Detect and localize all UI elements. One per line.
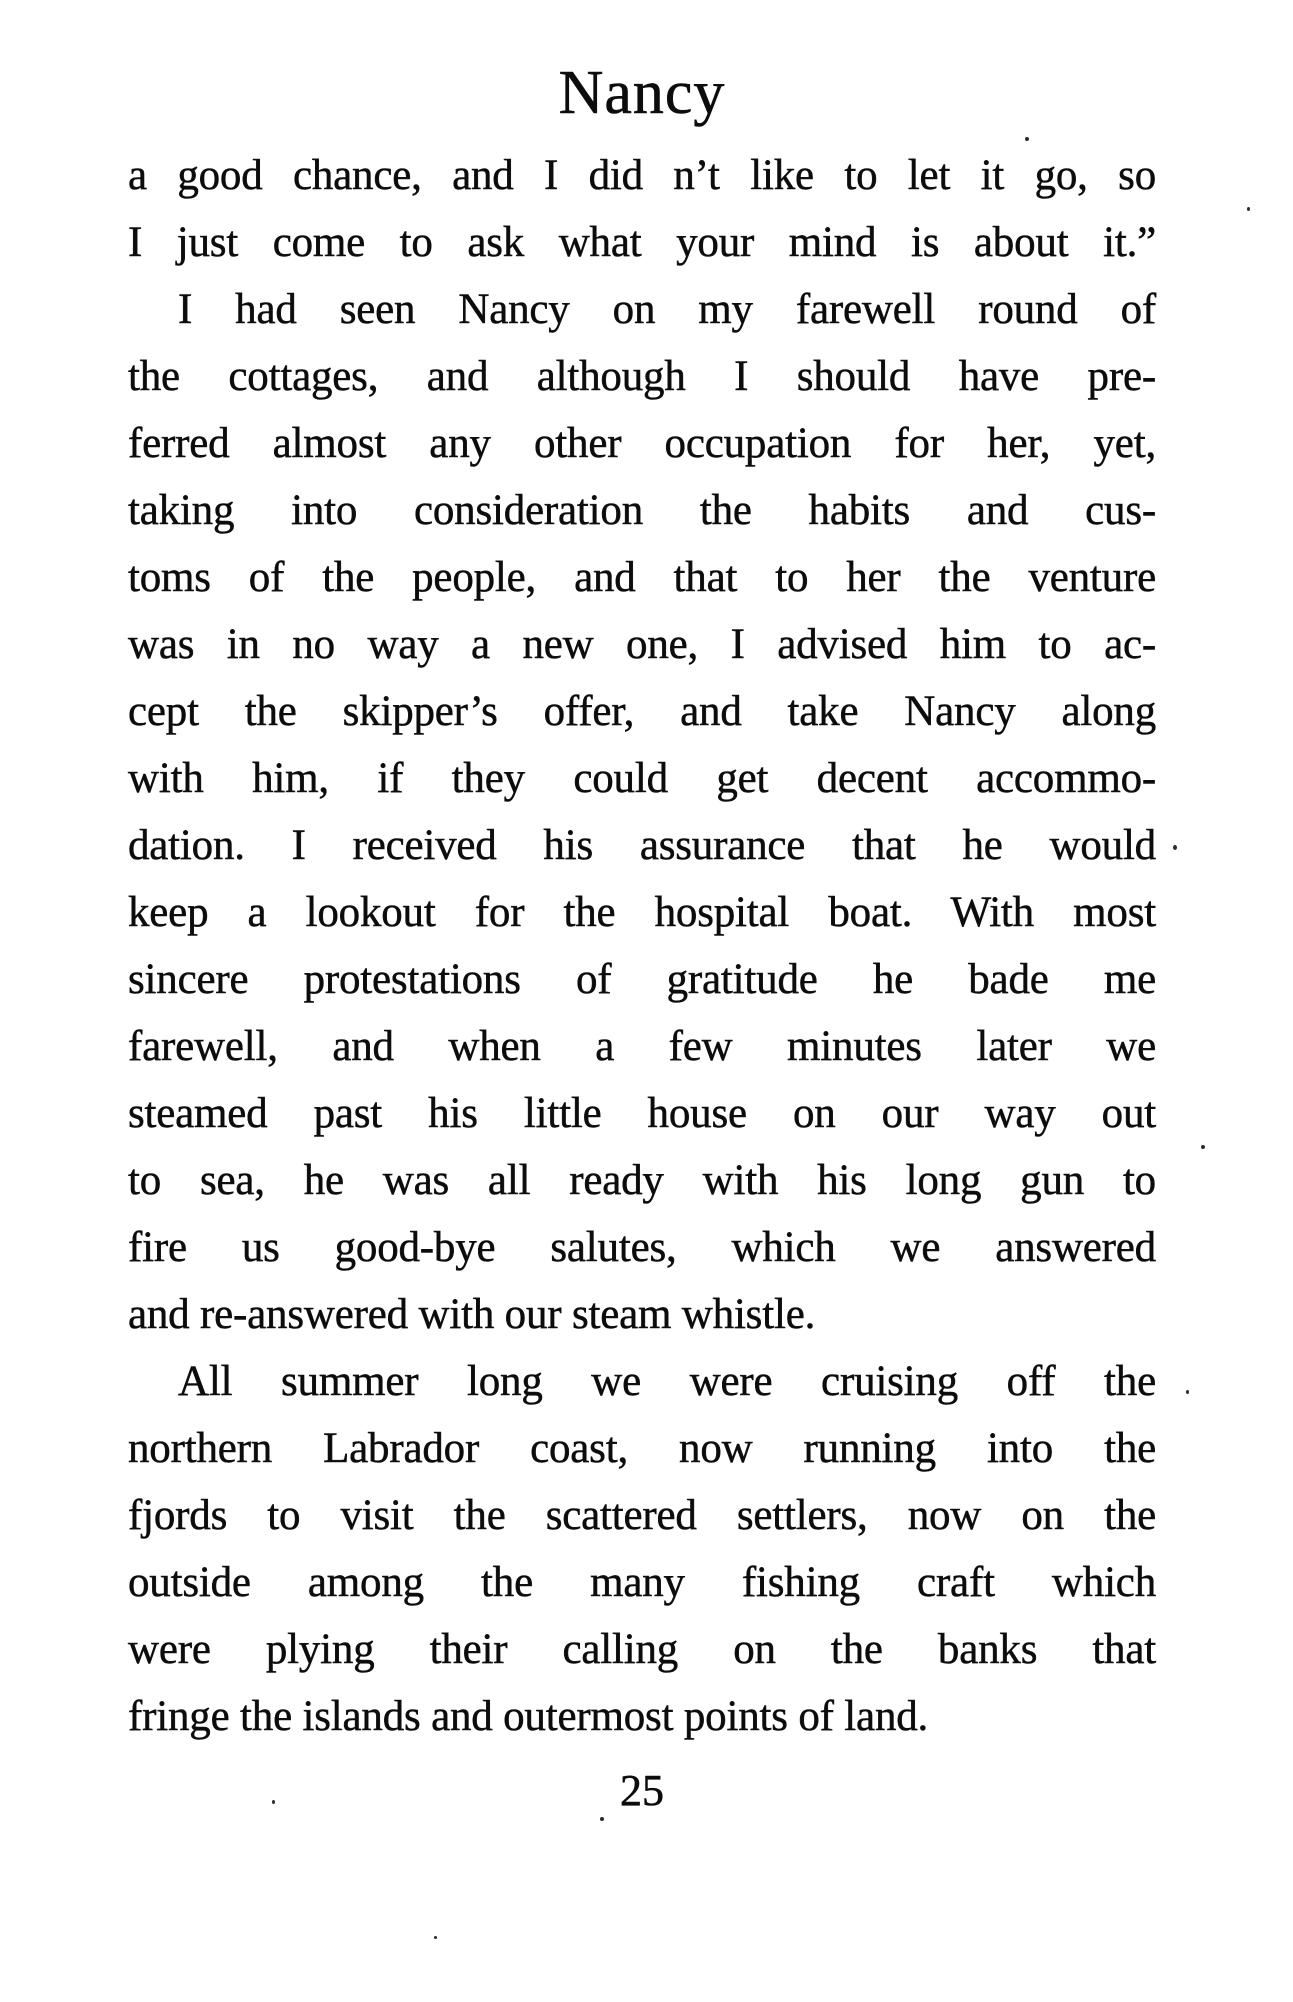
scan-speck — [600, 1817, 604, 1821]
text-line: taking into consideration the habits and cus- — [128, 487, 1156, 534]
chapter-title: Nancy — [558, 59, 726, 127]
text-line: sincere protestations of gratitude he bade me — [128, 956, 1156, 1003]
text-line: outside among the many fishing craft which — [128, 1559, 1156, 1606]
text-line: and re-answered with our steam whistle. — [128, 1291, 816, 1338]
text-line: fringe the islands and outermost points of land. — [128, 1693, 929, 1740]
page-number: 25 — [620, 1766, 664, 1815]
text-line: dation. I received his assurance that he would — [128, 822, 1156, 869]
text-line: was in no way a new one, I advised him to ac- — [128, 621, 1156, 668]
scan-speck — [434, 1936, 437, 1939]
text-line: keep a lookout for the hospital boat. With most — [128, 889, 1156, 936]
text-line: steamed past his little house on our way out — [128, 1090, 1156, 1137]
scan-speck — [1247, 207, 1250, 211]
scan-speck — [272, 1800, 275, 1804]
text-line: All summer long we were cruising off the — [178, 1358, 1156, 1405]
scan-speck — [1201, 1145, 1205, 1149]
text-line: farewell, and when a few minutes later we — [128, 1023, 1156, 1070]
scan-speck — [1173, 845, 1177, 850]
text-line: fjords to visit the scattered settlers, now on the — [128, 1492, 1156, 1539]
scan-speck — [1025, 137, 1029, 141]
text-line: I had seen Nancy on my farewell round of — [178, 286, 1156, 333]
scan-speck — [1186, 1390, 1189, 1394]
page-content — [128, 0, 1156, 1816]
text-line: toms of the people, and that to her the venture — [128, 554, 1156, 601]
text-line: I just come to ask what your mind is about it.” — [128, 219, 1156, 266]
text-line: cept the skipper’s offer, and take Nancy along — [128, 688, 1156, 735]
page-body — [128, 142, 1156, 1750]
text-line: were plying their calling on the banks that — [128, 1626, 1156, 1673]
text-line: ferred almost any other occupation for her, yet, — [128, 420, 1156, 467]
text-line: northern Labrador coast, now running into the — [128, 1425, 1156, 1472]
text-line: fire us good-bye salutes, which we answered — [128, 1224, 1156, 1271]
text-line: with him, if they could get decent accommo- — [128, 755, 1156, 802]
text-line: to sea, he was all ready with his long gun to — [128, 1157, 1156, 1204]
text-line: the cottages, and although I should have pre- — [128, 353, 1156, 400]
text-line: a good chance, and I did n’t like to let it go, so — [128, 152, 1156, 199]
